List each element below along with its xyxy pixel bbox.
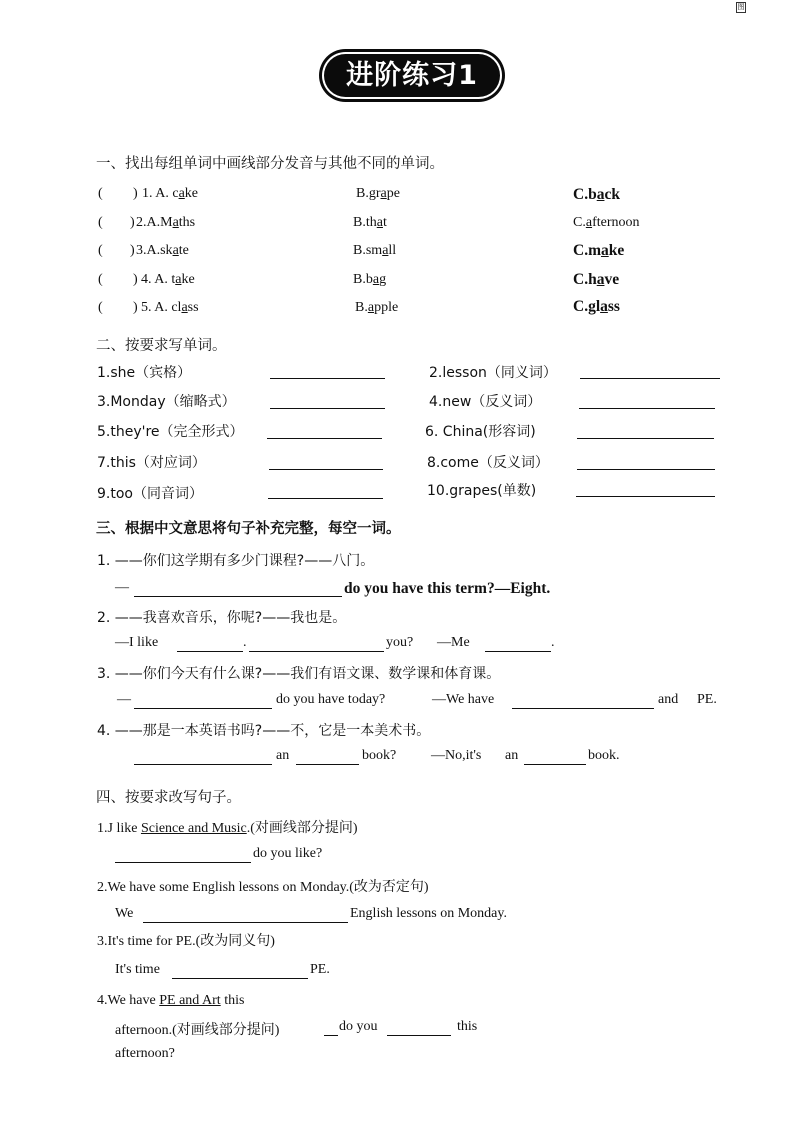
period: . [243,635,247,650]
dash: — [115,580,129,595]
option-c: C.back [573,186,620,203]
answer-paren-close: ) [133,300,138,315]
answer-blank[interactable] [296,764,359,765]
option-a: 2.A.Maths [136,215,196,230]
question-text: afternoon? [115,1046,175,1061]
sentence-part: book? [362,748,397,763]
answer-blank[interactable] [387,1035,451,1036]
section2-item-10: 10.grapes(单数) [427,483,537,499]
question-chinese: 2. ——我喜欢音乐，你呢?——我也是。 [97,610,347,626]
answer-blank[interactable] [269,469,383,470]
answer-blank[interactable] [579,408,715,409]
section2-item-9: 9.too（同音词） [97,486,203,502]
question-chinese: 3. ——你们今天有什么课?——我们有语文课、数学课和体育课。 [97,666,501,682]
section1-heading: 一、找出每组单词中画线部分发音与其他不同的单词。 [96,156,444,172]
section2-item-6: 6. China(形容词) [425,424,536,440]
answer-paren-open: ( [98,186,103,201]
answer-blank[interactable] [267,438,382,439]
option-b: B.small [353,243,397,258]
sentence-part: PE. [310,962,330,977]
question-text: afternoon.(对画线部分提问) [115,1023,280,1038]
answer-blank[interactable] [134,596,342,597]
period: . [551,635,555,650]
answer-paren-close: ) [133,186,138,201]
answer-blank[interactable] [577,438,714,439]
answer-blank[interactable] [143,922,348,923]
sentence-part: this [457,1019,478,1034]
sentence-part: do you like? [253,846,323,861]
question-text: 3.It's time for PE.(改为同义句) [97,934,275,949]
answer-blank[interactable] [249,651,384,652]
answer-blank[interactable] [177,651,243,652]
question-text: 4.We have PE and Art this [97,993,245,1008]
question-english: do you have this term?—Eight. [344,580,551,597]
section2-item-2: 2.lesson（同义词） [429,365,557,381]
question-text: 1.J like Science and Music.(对画线部分提问) [97,821,358,836]
option-a: 3.A.skate [136,243,189,258]
sentence-part: an [276,748,290,763]
sentence-part: do you [339,1019,378,1034]
sentence-part: —Me [437,635,470,650]
answer-blank[interactable] [270,408,385,409]
answer-paren-close: ) [130,215,135,230]
answer-blank[interactable] [485,651,551,652]
question-text: 2.We have some English lessons on Monday.(改为否定句) [97,880,429,895]
answer-blank[interactable] [270,378,385,379]
sentence-part: We [115,906,134,921]
question-chinese: 4. ——那是一本英语书吗?——不，它是一本美术书。 [97,723,431,739]
section3-heading: 三、根据中文意思将句子补充完整，每空一词。 [96,521,401,537]
sentence-part: PE. [697,692,717,707]
section2-heading: 二、按要求写单词。 [96,338,227,354]
option-a: 4. A. take [141,272,195,287]
sentence-part: —We have [432,692,495,707]
sentence-part: It's time [115,962,160,977]
sentence-part: and [658,692,679,707]
section2-item-5: 5.they're（完全形式） [97,424,244,440]
option-c: C.afternoon [573,215,640,230]
answer-blank[interactable] [172,978,308,979]
option-b: B.that [353,215,387,230]
section2-item-8: 8.come（反义词） [427,455,549,471]
section2-item-3: 3.Monday（缩略式） [97,394,236,410]
sentence-part: you? [386,635,414,650]
answer-blank[interactable] [576,496,715,497]
sentence-part: English lessons on Monday. [350,906,507,921]
option-c: C.have [573,271,620,288]
option-a: 5. A. class [141,300,199,315]
answer-paren-open: ( [98,243,103,258]
answer-paren-open: ( [98,272,103,287]
answer-blank[interactable] [115,862,251,863]
section4-heading: 四、按要求改写句子。 [96,790,241,806]
question-chinese: 1. ——你们这学期有多少门课程?——八门。 [97,553,375,569]
answer-paren-close: ) [133,272,138,287]
sentence-part: an [505,748,519,763]
section2-item-7: 7.this（对应词） [97,455,206,471]
option-b: B.apple [355,300,399,315]
answer-blank[interactable] [524,764,586,765]
answer-paren-open: ( [98,215,103,230]
answer-paren-close: ) [130,243,135,258]
sentence-part: —No,it's [431,748,482,763]
answer-blank[interactable] [324,1035,338,1036]
option-b: B.bag [353,272,387,287]
page-title: 进阶练习1 [346,60,478,91]
sentence-part: —I like [115,635,159,650]
dash: — [117,692,131,707]
sentence-part: book. [588,748,620,763]
answer-paren-open: ( [98,300,103,315]
answer-blank[interactable] [512,708,654,709]
answer-blank[interactable] [134,708,272,709]
option-a: 1. A. cake [142,186,198,201]
section2-item-4: 4.new（反义词） [429,394,542,410]
sentence-part: do you have today? [276,692,386,707]
corner-mark: 图 [737,3,745,11]
option-c: C.glass [573,298,620,315]
answer-blank[interactable] [268,498,383,499]
answer-blank[interactable] [577,469,715,470]
option-c: C.make [573,242,625,259]
answer-blank[interactable] [134,764,272,765]
option-b: B.grape [356,186,400,201]
section2-item-1: 1.she（宾格） [97,365,192,381]
answer-blank[interactable] [580,378,720,379]
